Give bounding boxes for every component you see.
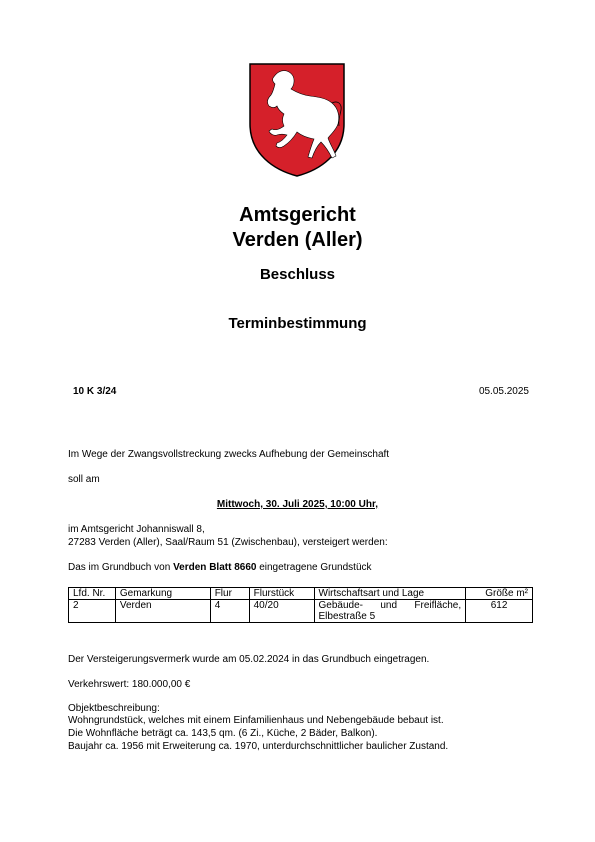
location-line1: im Amtsgericht Johanniswall 8, <box>68 524 205 535</box>
verkehrswert-text: Verkehrswert: 180.000,00 € <box>68 679 191 690</box>
grundbuch-text <box>68 562 372 574</box>
header-lfd-nr: Lfd. Nr. <box>69 588 116 600</box>
auction-date-text: Mittwoch, 30. Juli 2025, 10:00 Uhr, <box>216 499 379 510</box>
document-date: 05.05.2025 <box>478 386 529 397</box>
objekt-line2: Die Wohnfläche beträgt ca. 143,5 qm. (6 Zi., Küche, 2 Bäder, Balkon). <box>68 728 378 739</box>
cell-flur: 4 <box>210 600 249 623</box>
court-name-line2: Verden (Aller) <box>232 229 363 251</box>
intro-text: Im Wege der Zwangsvollstreckung zwecks Aufhebung der Gemeinschaft <box>68 449 390 460</box>
soll-am-text: soll am <box>68 474 100 485</box>
grundbuch-prefix: Das im Grundbuch von <box>68 562 174 573</box>
auction-date <box>0 499 595 510</box>
table-header-row <box>69 588 533 600</box>
wirtschaftsart-line2: Elbestraße 5 <box>318 611 376 622</box>
header-flur: Flur <box>210 588 249 600</box>
grundbuch-blatt: Verden Blatt 8660 <box>173 562 257 573</box>
wirtschaftsart-line1: Gebäude- und Freifläche, <box>318 600 462 611</box>
cell-flurstueck: 40/20 <box>249 600 314 623</box>
coat-of-arms-icon <box>248 62 346 178</box>
cell-lfd-nr: 2 <box>69 600 116 623</box>
header-flurstueck: Flurstück <box>249 588 314 600</box>
case-number: 10 K 3/24 <box>73 386 117 397</box>
cell-gemarkung: Verden <box>115 600 210 623</box>
objekt-line3: Baujahr ca. 1956 mit Erweiterung ca. 1970, unterdurchschnittlicher baulicher Zustand. <box>68 741 449 752</box>
document-type: Beschluss <box>259 266 336 283</box>
vermerk-text: Der Versteigerungsvermerk wurde am 05.02.2024 in das Grundbuch eingetragen. <box>68 654 430 665</box>
property-table <box>68 587 533 623</box>
header-groesse: Größe m² <box>466 588 533 600</box>
objekt-line1: Wohngrundstück, welches mit einem Einfamilienhaus und Nebengebäude bebaut ist. <box>68 715 444 726</box>
header-gemarkung: Gemarkung <box>115 588 210 600</box>
document-subject: Terminbestimmung <box>228 315 367 332</box>
location-line2: 27283 Verden (Aller), Saal/Raum 51 (Zwischenbau), versteigert werden: <box>68 537 388 548</box>
cell-wirtschaftsart <box>314 600 466 623</box>
objekt-title: Objektbeschreibung: <box>68 703 160 714</box>
header-wirtschaftsart: Wirtschaftsart und Lage <box>314 588 466 600</box>
table-row <box>69 600 533 623</box>
grundbuch-suffix: eingetragene Grundstück <box>256 562 372 573</box>
cell-groesse: 612 <box>466 600 533 623</box>
court-name-line1: Amtsgericht <box>239 204 356 226</box>
